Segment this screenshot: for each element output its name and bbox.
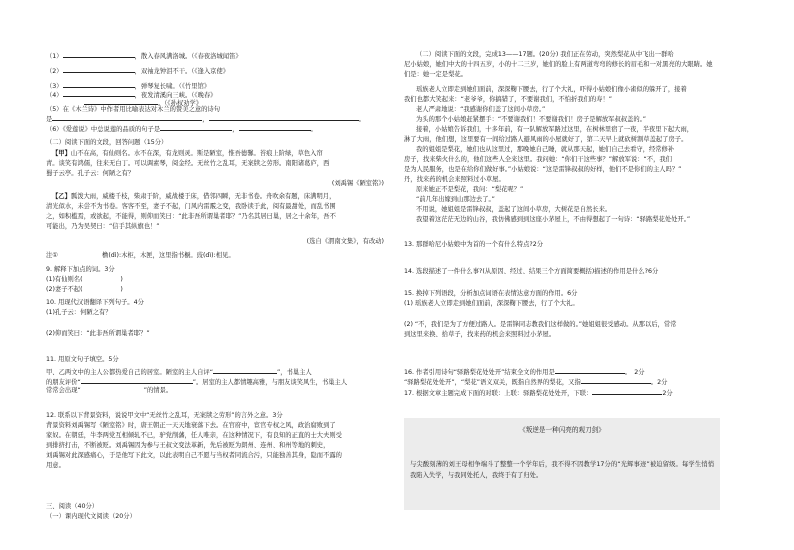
fill-q5-answer: 是 ， 。 <box>46 116 365 123</box>
passage-yi-line1: 【乙】瓢泼大雨，威楼千枝，柴肃于阶，威战楼于床，借邻四瞬，无非书卷。舟吹余有题，床满明月， <box>52 193 336 200</box>
fill-q5: （5）在《木兰诗》中作者用比喻表达对木兰的赞美之意的诗句 <box>46 106 221 113</box>
passage-note: 注① 橹(dì):木柜，木匣，这里指书橱。豉(dì):相见。 <box>46 252 235 259</box>
passage-line: 瑶族老人立即走到她们面前，深深鞠下腰去，行了个大礼，吓得小姑娘们像小雀似的躲开了，接着 <box>416 86 687 93</box>
passage-line: 我望着这茫茫无边的山谷，我仿佛感到到这座小茅屋上，不由得想起了一句诗：“驿路梨花处处开。” <box>416 216 691 223</box>
blank[interactable] <box>239 124 311 131</box>
q15-item-1: (1) 瑶族老人立即走到她们面前，深深鞠下腰去，行了个大礼。 <box>404 300 579 307</box>
passage-line: 我的姐姐是梨花，她们也从这里过，那晚她自己睡，就从那天起，她们自己去看守，经常修补 <box>416 146 675 153</box>
q12-background-1: 背景资料刘禹锡写《陋室铭》时，唐王朝正一天天地衰落下去。在官府中，宦官专权之风，政治腐败到了 <box>46 422 336 429</box>
passage-yi-source: (选自《渭南文集》，有改动) <box>306 238 384 245</box>
passage-jia-line1: 【甲】山不在高，有仙则名。水不在深，有龙则灵。斯是陋室，惟吾德馨。苔痕上阶绿，草色入帘 <box>52 150 323 157</box>
q12-background-3: 到排挤打击，不断被贬。刘禹锡因为参与王叔文变法革新，先后被贬为朗州、连州、和州等地的刺史， <box>46 442 330 449</box>
q11-line2: 的朋友评价“ ”。居室的主人都情趣高雅，与朋友谈笑风生，书巢主人 <box>46 379 348 386</box>
q12-background-4: 刘禹锡对此深感痛心，于是他写下此文，以此表明自己不愿与当权者同流合污，只能独善其身，隐而不露的 <box>46 452 342 459</box>
passage-jia-line2: 青。谈笑有鸿儒，往来无白丁。可以调素琴，阅金经。无丝竹之乱耳，无案牍之劳形。南阳诸葛庐，西 <box>46 160 330 167</box>
q10-item-2: (2)仰而笑曰：“此非吾所谓巢者耶？” <box>46 330 150 337</box>
passage-line: 房子，找来柴火什么的，他们这些人全来这里。我问她：“你们干这些事？”解放军说：“不，我们 <box>404 156 672 163</box>
blank[interactable] <box>592 388 662 395</box>
passage-line: “前几年出嫁到山那边去了。” <box>416 196 495 203</box>
passage-line: 丹，找来药的机会来照料过小草屋。 <box>404 176 505 183</box>
blank[interactable] <box>63 51 135 58</box>
q15-heading: 15. 换掉下列语段，分析加点词语在表情达意方面的作用。6分 <box>404 290 578 297</box>
reading-passage-box <box>404 418 720 510</box>
blank[interactable] <box>63 66 135 73</box>
blank[interactable] <box>84 98 158 105</box>
box-text: 与尖酸刻薄的刘王母相争端斗了整整一个学年后，我不得不因教学17分的“光辉事迹”被迫留级。每学生悄悄我陷入失学，与我同处托人，我终于有了归处。 <box>410 461 714 479</box>
fill-q3: （3） ，弹琴复长啸。（《竹里馆》 <box>46 83 211 90</box>
q10-item-1: (1)孔子云：何陋之有？ <box>46 309 112 316</box>
passage-line: 们是：她一定是梨花。 <box>404 71 467 78</box>
passage-yi-line4: 可能出，乃为吴契曰：“信手其纵旗也！” <box>46 223 160 230</box>
q9-item-1: (1)有仙则名( ) <box>46 276 123 283</box>
q12-background-5: 用意。 <box>46 462 65 469</box>
q9-heading: 9. 解释下加点的词。3分 <box>46 266 115 273</box>
blank[interactable] <box>555 367 625 374</box>
passage-yi-line3: 之，如积槛焉，或欲起，不能得，则仰而笑曰：“此非吾所谓巢者耶？”乃名其居曰巢，居之十余年，吾不 <box>46 213 336 220</box>
q15-item-2: (2) “不，我们是为了方便过路人。是雷锋同志教我们这样做的。”她姐姐很受感动。从那以后，常常 <box>404 321 677 328</box>
blank[interactable] <box>63 90 135 97</box>
q12-heading: 12. 联系以下背景资料，说说甲文中“无丝竹之乱耳，无案牍之劳形”的言外之意。3分 <box>46 412 283 419</box>
q12-background-2: 家奴。在朝廷，牛李两党互相倾轧不已，驴党削藩，任人唯亲，在这种情况下，有良知的正直的士大夫则受 <box>46 432 342 439</box>
q11-line1: 甲、乙两文中的主人公都热爱自己的居室。陋室的主人自评“ ”，书巢主人 <box>46 369 312 376</box>
q11-line3: 常常会出现“ ”的情景。 <box>46 387 173 394</box>
q15-item-2-cont: 到这里来换、拾草子，找来药的机会来照料过小茅屋。 <box>404 331 556 338</box>
q13-heading: 13. 那群哈尼小姑娘中为首的一个有什么特点?2分 <box>404 241 544 248</box>
blank[interactable] <box>52 114 202 121</box>
passage-line: 尼小姑娘，她们中大的十四五岁，小的十二三岁，她们的脸上有两道弯弯的修长的眉毛和一对黑亮的大眼睛。她 <box>404 61 713 68</box>
fill-q6: （6）《爱莲说》中总说莲的品质的句子是 ， 。 <box>46 126 317 133</box>
box-title: 《叛逆是一种闪亮的观刀剑》 <box>519 426 605 434</box>
passage-line: 原来她正不是梨花，我问：“梨花呢？” <box>416 186 524 193</box>
blank[interactable] <box>81 377 193 384</box>
section-2b-heading: （二）阅读下面的文段，完成13——17题。(20分) 我们正在劳动，突然梨花从中飞出一群哈 <box>416 51 674 58</box>
blank[interactable] <box>209 114 359 121</box>
q16-line1: 16. 作者引用诗句“驿路梨花处处开”结束全文的作用是 。 2分 <box>404 369 645 376</box>
section-3-sub: （一）课内现代文阅读（20分） <box>46 513 136 520</box>
passage-yi-line2: 清光似水，未尝不为书卷。客客不至，妻子不起，门风内雷霰之变，我卧读于此，阅有最甜处，而乱书围 <box>46 203 336 210</box>
section-2-heading: （二）阅读下面的文段，回答问题（15分） <box>46 139 168 146</box>
fill-q1: （1） ，散入春风满洛城。（《春夜洛城闻笛》 <box>46 53 242 60</box>
fill-q4: （4） ，夜发清溪向三峡。（《晚春》 <box>46 92 217 99</box>
passage-line: 不用说，她姐姐是雷锋叔叔，盖起了这间小草房，大树花是自然长来。 <box>416 206 612 213</box>
passage-line: 我们也都大笑起来：“老爷爷，你搞错了，不要谢我们，不怕折我们的寿！” <box>404 96 613 103</box>
fill-q4b: 。（《孙权劝学》 <box>84 98 202 108</box>
q14-heading: 14. 选段描述了一件什么事?(从原因、经过、结果三个方面简要概括)描述的作用是什么?6分 <box>404 268 659 275</box>
fill-q2: （2） ，双袖龙钟泪不干。（《逢入京使》 <box>46 68 230 75</box>
passage-jia-source: (刘禹锡《陋室铭》) <box>331 180 384 187</box>
blank[interactable] <box>581 377 651 384</box>
passage-line: 老人严肃地说：“我感谢你们盖了这间小草房。” <box>416 106 546 113</box>
q16-line2: “驿路梨花处处开”，“梨花”语义双关，既指自然界的梨花，又指 。2分 <box>404 379 668 386</box>
passage-line: 淋了大雨，他们想，这里要有一间给过路人避风雨的小屋就好了，第二天早上就砍树割草盖起了房子。 <box>404 136 688 143</box>
q10-heading: 10. 用现代汉语翻译下列句子。4分 <box>46 299 144 306</box>
section-3-heading: 三、阅读（40分） <box>46 503 99 510</box>
passage-line: 是为人民服务，也是在给你们做好事。”小姑娘说：“这是雷锋叔叔的好样，他们不是你们的主人吗？” <box>404 166 682 173</box>
passage-line: 接着，小姑娘告诉我们，十多年前，有一队解放军路过这里，在树林里宿了一夜，半夜里下起大雨， <box>416 126 694 133</box>
blank[interactable] <box>213 367 277 374</box>
passage-jia-line3: 蜀子云亭。孔子云：何陋之有？ <box>46 170 135 177</box>
blank[interactable] <box>63 81 135 88</box>
q11-heading: 11. 用原文句子填空。5分 <box>46 356 119 363</box>
q17-line: 17. 根据文章主题完成下面的对联：上联：驿路梨花处处开，下联： 2分 <box>404 390 673 397</box>
q9-item-2: (2)妻子不起( ) <box>46 286 123 293</box>
passage-line: 为头的那个小姑娘赶紧摆手：“不要谢我们！不要谢我们！房子是解放军叔叔盖的。” <box>416 116 647 123</box>
blank[interactable] <box>160 124 232 131</box>
